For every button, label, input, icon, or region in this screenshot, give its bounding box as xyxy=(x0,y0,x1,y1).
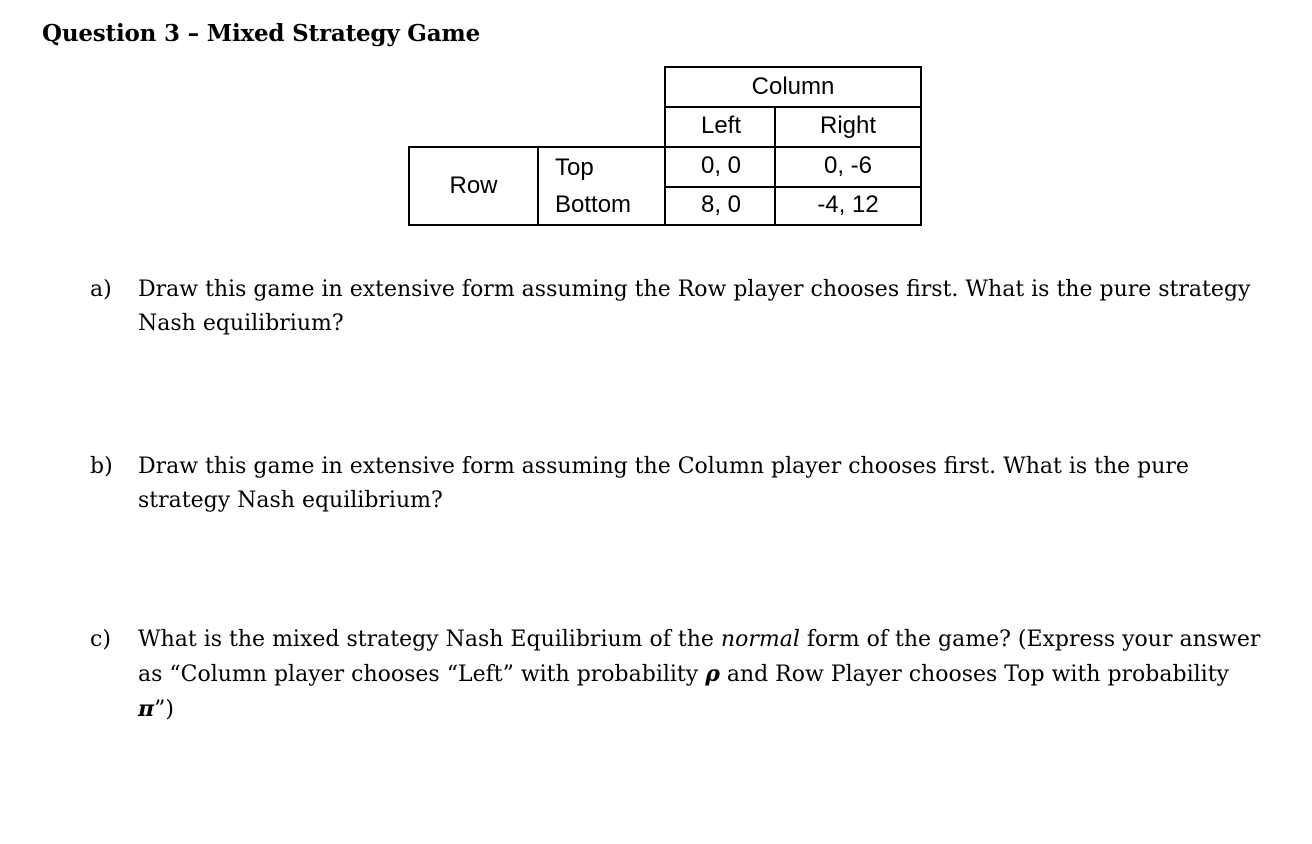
column-strategy-left: Left xyxy=(664,106,776,148)
question-c xyxy=(90,623,1300,733)
payoff-top-right: 0, -6 xyxy=(774,146,922,188)
question-c-label: c) xyxy=(90,627,111,652)
pi-symbol: π xyxy=(138,696,155,722)
question-c-line2-pre: as “Column player chooses “Left” with probability xyxy=(138,662,706,687)
question-c-emphasis-normal: normal xyxy=(720,627,800,652)
question-c-line3-post: ”) xyxy=(154,697,174,722)
question-c-line1-post: form of the game? (Express your answer xyxy=(799,627,1261,652)
question-b-label: b) xyxy=(90,454,113,479)
row-strategy-top: Top xyxy=(537,146,666,188)
row-player-label: Row xyxy=(408,146,539,226)
question-c-line1 xyxy=(138,623,1260,657)
column-strategy-right: Right xyxy=(774,106,922,148)
question-c-line2-post: and Row Player chooses Top with probability xyxy=(719,662,1229,687)
question-a-label: a) xyxy=(90,277,112,302)
payoff-bottom-left: 8, 0 xyxy=(664,186,776,226)
question-a xyxy=(90,273,1300,343)
question-b-line2: strategy Nash equilibrium? xyxy=(138,488,443,513)
row-strategy-bottom: Bottom xyxy=(537,186,666,226)
payoff-top-left: 0, 0 xyxy=(664,146,776,188)
rho-symbol: ρ xyxy=(705,661,720,687)
question-c-line3 xyxy=(138,692,1260,727)
payoff-bottom-right: -4, 12 xyxy=(774,186,922,226)
question-b xyxy=(90,450,1300,520)
question-c-line2 xyxy=(138,657,1260,692)
question-a-line2: Nash equilibrium? xyxy=(138,311,344,336)
question-b-line1: Draw this game in extensive form assuming the Column player chooses first. What is the pure xyxy=(138,454,1189,479)
column-player-header: Column xyxy=(664,66,922,108)
page-title: Question 3 – Mixed Strategy Game xyxy=(42,20,481,47)
question-c-line1-pre: What is the mixed strategy Nash Equilibrium of the xyxy=(138,627,721,652)
question-a-line1: Draw this game in extensive form assuming the Row player chooses first. What is the pure strategy xyxy=(138,277,1251,302)
